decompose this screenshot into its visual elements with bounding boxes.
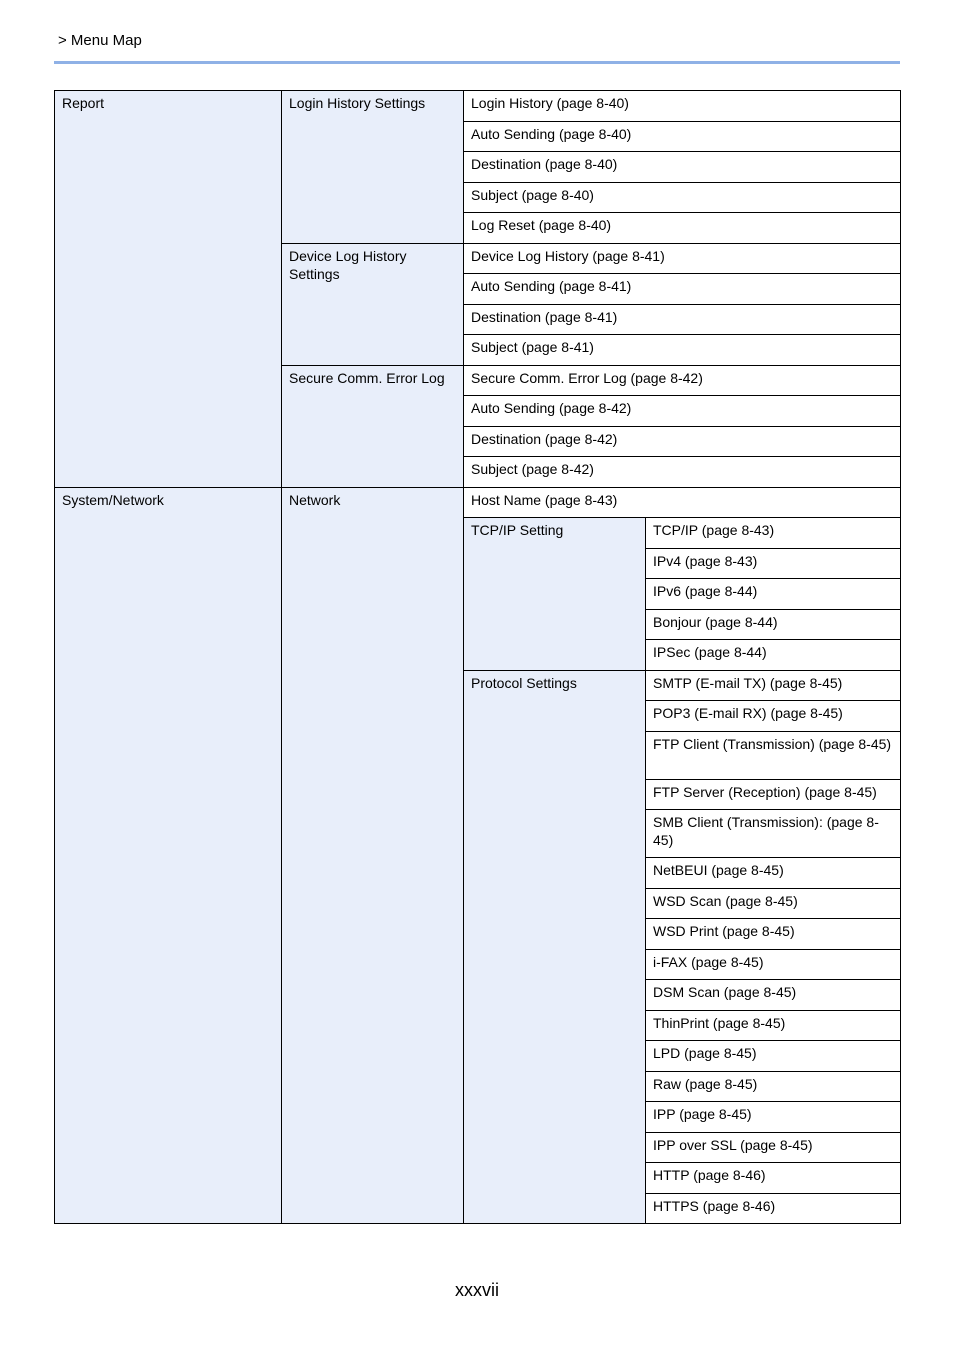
- menu-item: Subject (page 8-40): [464, 183, 901, 213]
- menu-category-report: Report: [55, 91, 282, 488]
- menu-item: Subject (page 8-42): [464, 457, 901, 488]
- menu-item: Login History (page 8-40): [464, 91, 901, 122]
- submenu-network: Network: [282, 488, 464, 1224]
- submenu-device-log-history-settings: Device Log History Settings: [282, 244, 464, 366]
- menu-item: LPD (page 8-45): [646, 1041, 901, 1072]
- submenu-tcpip-setting: TCP/IP Setting: [464, 518, 646, 671]
- menu-item: ThinPrint (page 8-45): [646, 1011, 901, 1041]
- breadcrumb: > Menu Map: [58, 32, 142, 49]
- menu-item: Auto Sending (page 8-41): [464, 274, 901, 305]
- submenu-protocol-settings: Protocol Settings: [464, 671, 646, 1224]
- menu-item: Destination (page 8-42): [464, 427, 901, 457]
- menu-item: TCP/IP (page 8-43): [646, 518, 901, 549]
- menu-item: Destination (page 8-41): [464, 305, 901, 335]
- menu-item: POP3 (E-mail RX) (page 8-45): [646, 701, 901, 732]
- menu-item: Destination (page 8-40): [464, 152, 901, 183]
- menu-item: Auto Sending (page 8-42): [464, 396, 901, 427]
- menu-item: Device Log History (page 8-41): [464, 244, 901, 274]
- menu-item: FTP Client (Transmission) (page 8-45): [646, 732, 901, 780]
- menu-item: NetBEUI (page 8-45): [646, 858, 901, 889]
- menu-item: IPP over SSL (page 8-45): [646, 1133, 901, 1163]
- menu-item: SMTP (E-mail TX) (page 8-45): [646, 671, 901, 701]
- page-number: xxxvii: [455, 1280, 499, 1300]
- submenu-login-history-settings: Login History Settings: [282, 91, 464, 244]
- menu-item: i-FAX (page 8-45): [646, 950, 901, 980]
- menu-item: IPv6 (page 8-44): [646, 579, 901, 610]
- menu-item: Bonjour (page 8-44): [646, 610, 901, 640]
- menu-item: HTTP (page 8-46): [646, 1163, 901, 1194]
- menu-item: Log Reset (page 8-40): [464, 213, 901, 244]
- menu-item: FTP Server (Reception) (page 8-45): [646, 780, 901, 810]
- menu-item: Subject (page 8-41): [464, 335, 901, 366]
- menu-item: IPv4 (page 8-43): [646, 549, 901, 579]
- menu-item: Raw (page 8-45): [646, 1072, 901, 1102]
- menu-item: HTTPS (page 8-46): [646, 1194, 901, 1224]
- menu-item: WSD Scan (page 8-45): [646, 889, 901, 919]
- submenu-secure-comm-error-log: Secure Comm. Error Log: [282, 366, 464, 488]
- menu-item: SMB Client (Transmission): (page 8-45): [646, 810, 901, 858]
- menu-item: WSD Print (page 8-45): [646, 919, 901, 950]
- menu-item: Secure Comm. Error Log (page 8-42): [464, 366, 901, 396]
- menu-item: IPP (page 8-45): [646, 1102, 901, 1133]
- menu-item: Host Name (page 8-43): [464, 488, 901, 518]
- menu-item: IPSec (page 8-44): [646, 640, 901, 671]
- header-divider: [54, 61, 900, 64]
- menu-map-table: [54, 90, 901, 1224]
- menu-category-system-network: System/Network: [55, 488, 282, 1224]
- menu-item: Auto Sending (page 8-40): [464, 122, 901, 152]
- menu-item: DSM Scan (page 8-45): [646, 980, 901, 1011]
